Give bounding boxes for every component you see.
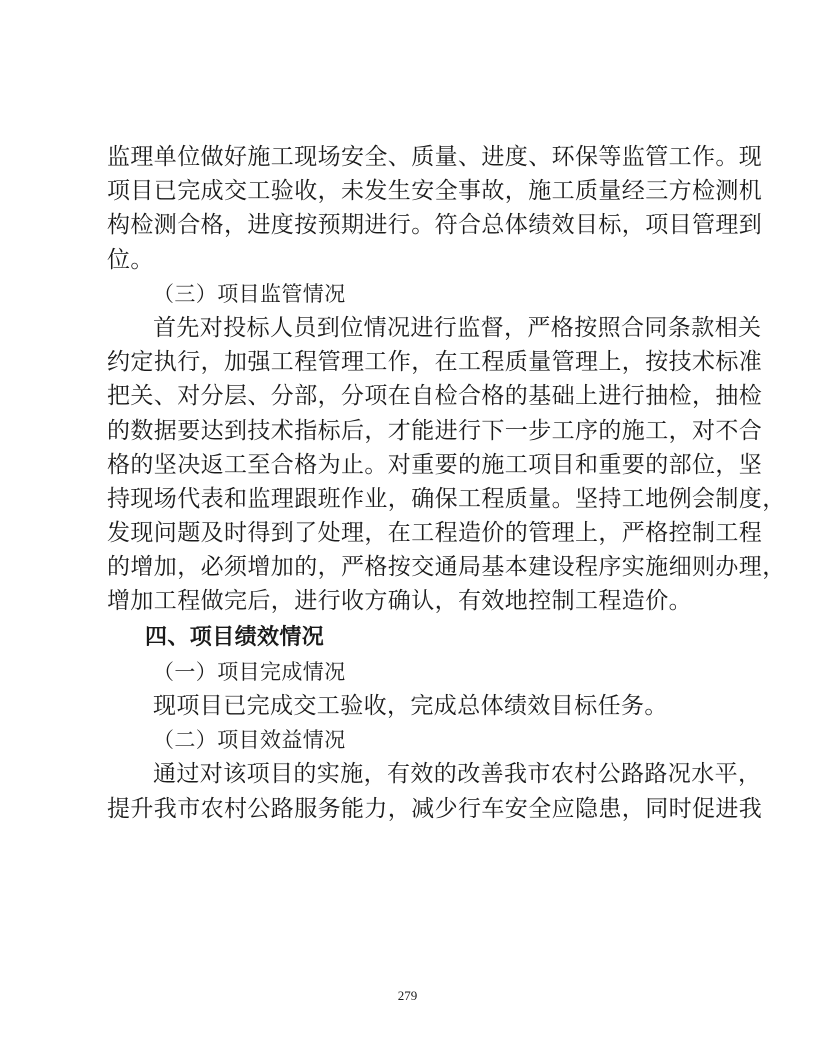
paragraph-line: 的数据要达到技术指标后，才能进行下一步工序的施工，对不合 [107,417,763,444]
paragraph-line: 的增加，必须增加的，严格按交通局基本建设程序实施细则办理， [107,554,786,581]
paragraph-line: 监理单位做好施工现场安全、质量、进度、环保等监管工作。现 [107,144,763,170]
section-heading-performance: 四、项目绩效情况 [145,624,325,650]
paragraph-line: 格的坚决返工至合格为止。对重要的施工项目和重要的部位，坚 [107,451,763,478]
subheading-benefits: （二）项目效益情况 [153,728,346,753]
paragraph-line: 增加工程做完后，进行收方确认，有效地控制工程造价。 [107,588,692,615]
subheading-completion: （一）项目完成情况 [153,659,346,684]
paragraph-line: 项目已完成交工验收，未发生安全事故，施工质量经三方检测机 [107,178,763,205]
paragraph-line: 发现问题及时得到了处理，在工程造价的管理上，严格控制工程 [107,520,763,547]
paragraph-line: 构检测合格，进度按预期进行。符合总体绩效目标，项目管理到 [107,212,763,239]
paragraph-line: 首先对投标人员到位情况进行监督，严格按照合同条款相关 [153,314,762,341]
paragraph-line: 约定执行，加强工程管理工作，在工程质量管理上，按技术标准 [107,349,763,376]
paragraph-line: 通过对该项目的实施，有效的改善我市农村公路路况水平， [153,761,762,788]
page-number: 279 [397,988,418,1003]
paragraph-line: 位。 [107,246,154,273]
subheading-supervision: （三）项目监管情况 [153,281,346,306]
paragraph-line: 把关、对分层、分部，分项在自检合格的基础上进行抽检，抽检 [107,383,763,410]
paragraph-line: 提升我市农村公路服务能力，减少行车安全应隐患，同时促进我 [107,795,763,822]
paragraph-line: 现项目已完成交工验收，完成总体绩效目标任务。 [153,693,668,719]
paragraph-line: 持现场代表和监理跟班作业，确保工程质量。坚持工地例会制度， [107,485,786,512]
body-text [107,140,786,826]
